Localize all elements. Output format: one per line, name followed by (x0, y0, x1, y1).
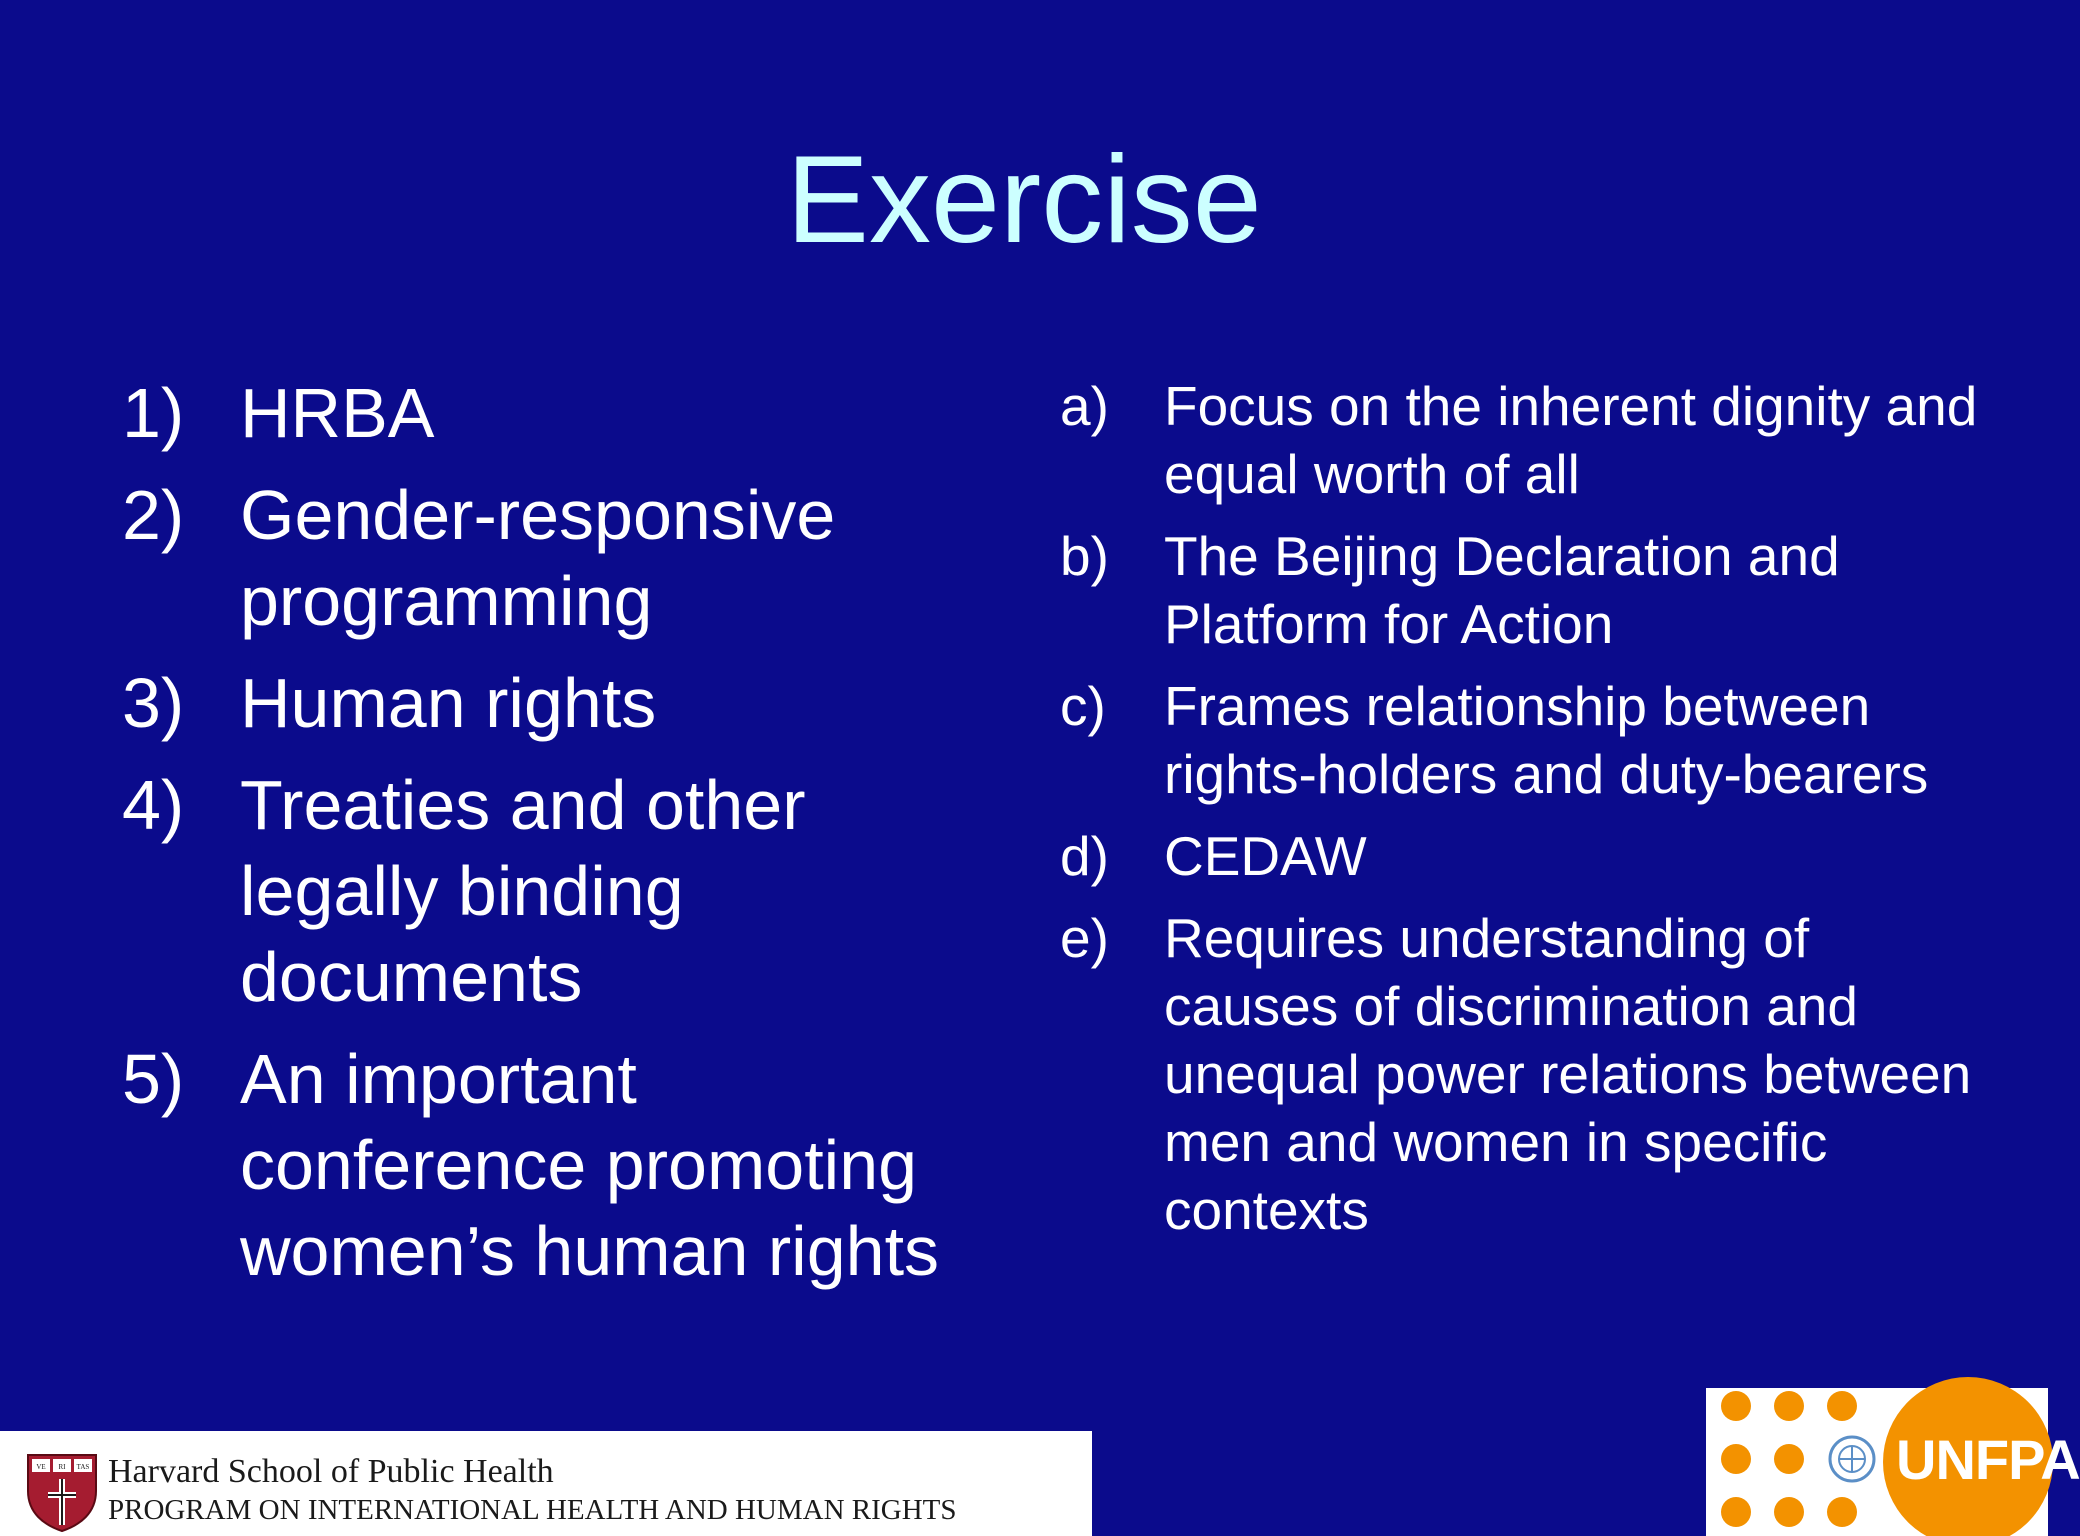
list-item (1060, 904, 1980, 1244)
list-item (1060, 522, 1980, 658)
list-item (122, 660, 982, 746)
institution-name: Harvard School of Public Health (108, 1453, 554, 1490)
list-item-text: The Beijing Declaration and Platform for Action (1164, 525, 1840, 655)
list-item (122, 762, 982, 1020)
definitions-list (1060, 372, 1980, 1258)
list-item-text: Treaties and other legally binding documents (240, 766, 806, 1016)
list-item (1060, 672, 1980, 808)
list-item-text: Focus on the inherent dignity and equal worth of all (1164, 375, 1978, 505)
list-item-text: HRBA (240, 374, 435, 452)
harvard-footer (0, 1431, 1092, 1536)
program-name: PROGRAM ON INTERNATIONAL HEALTH AND HUMAN RIGHTS (108, 1494, 957, 1526)
unfpa-wordmark: UNFPA (1896, 1428, 2080, 1491)
list-marker: 3) (122, 664, 185, 742)
list-item-text: Frames relationship between rights-holders and duty-bearers (1164, 675, 1929, 805)
list-marker: d) (1060, 825, 1109, 887)
list-item (1060, 372, 1980, 508)
list-marker: c) (1060, 675, 1106, 737)
list-marker: 4) (122, 766, 185, 844)
list-marker: b) (1060, 525, 1109, 587)
un-emblem-icon (1830, 1437, 1874, 1481)
list-marker: 1) (122, 374, 185, 452)
slide-title: Exercise (786, 131, 1262, 269)
svg-text:TAS: TAS (76, 1463, 90, 1471)
list-marker: 2) (122, 476, 185, 554)
list-item (122, 1036, 982, 1294)
list-marker: 5) (122, 1040, 185, 1118)
list-item-text: CEDAW (1164, 825, 1367, 887)
list-marker: a) (1060, 375, 1109, 437)
list-item (122, 472, 982, 644)
svg-text:VE: VE (36, 1463, 46, 1471)
unfpa-logo (1706, 1388, 2080, 1536)
list-item-text: Gender-responsive programming (240, 476, 836, 640)
list-marker: e) (1060, 907, 1109, 969)
list-item (1060, 822, 1980, 890)
terms-list (122, 370, 982, 1310)
svg-text:RI: RI (58, 1463, 66, 1471)
list-item-text: Human rights (240, 664, 657, 742)
list-item-text: Requires understanding of causes of discrimination and unequal power relations between men and women in specific contexts (1164, 907, 1972, 1241)
harvard-shield-icon (24, 1451, 100, 1533)
list-item-text: An important conference promoting women’s human rights (240, 1040, 940, 1290)
list-item (122, 370, 982, 456)
